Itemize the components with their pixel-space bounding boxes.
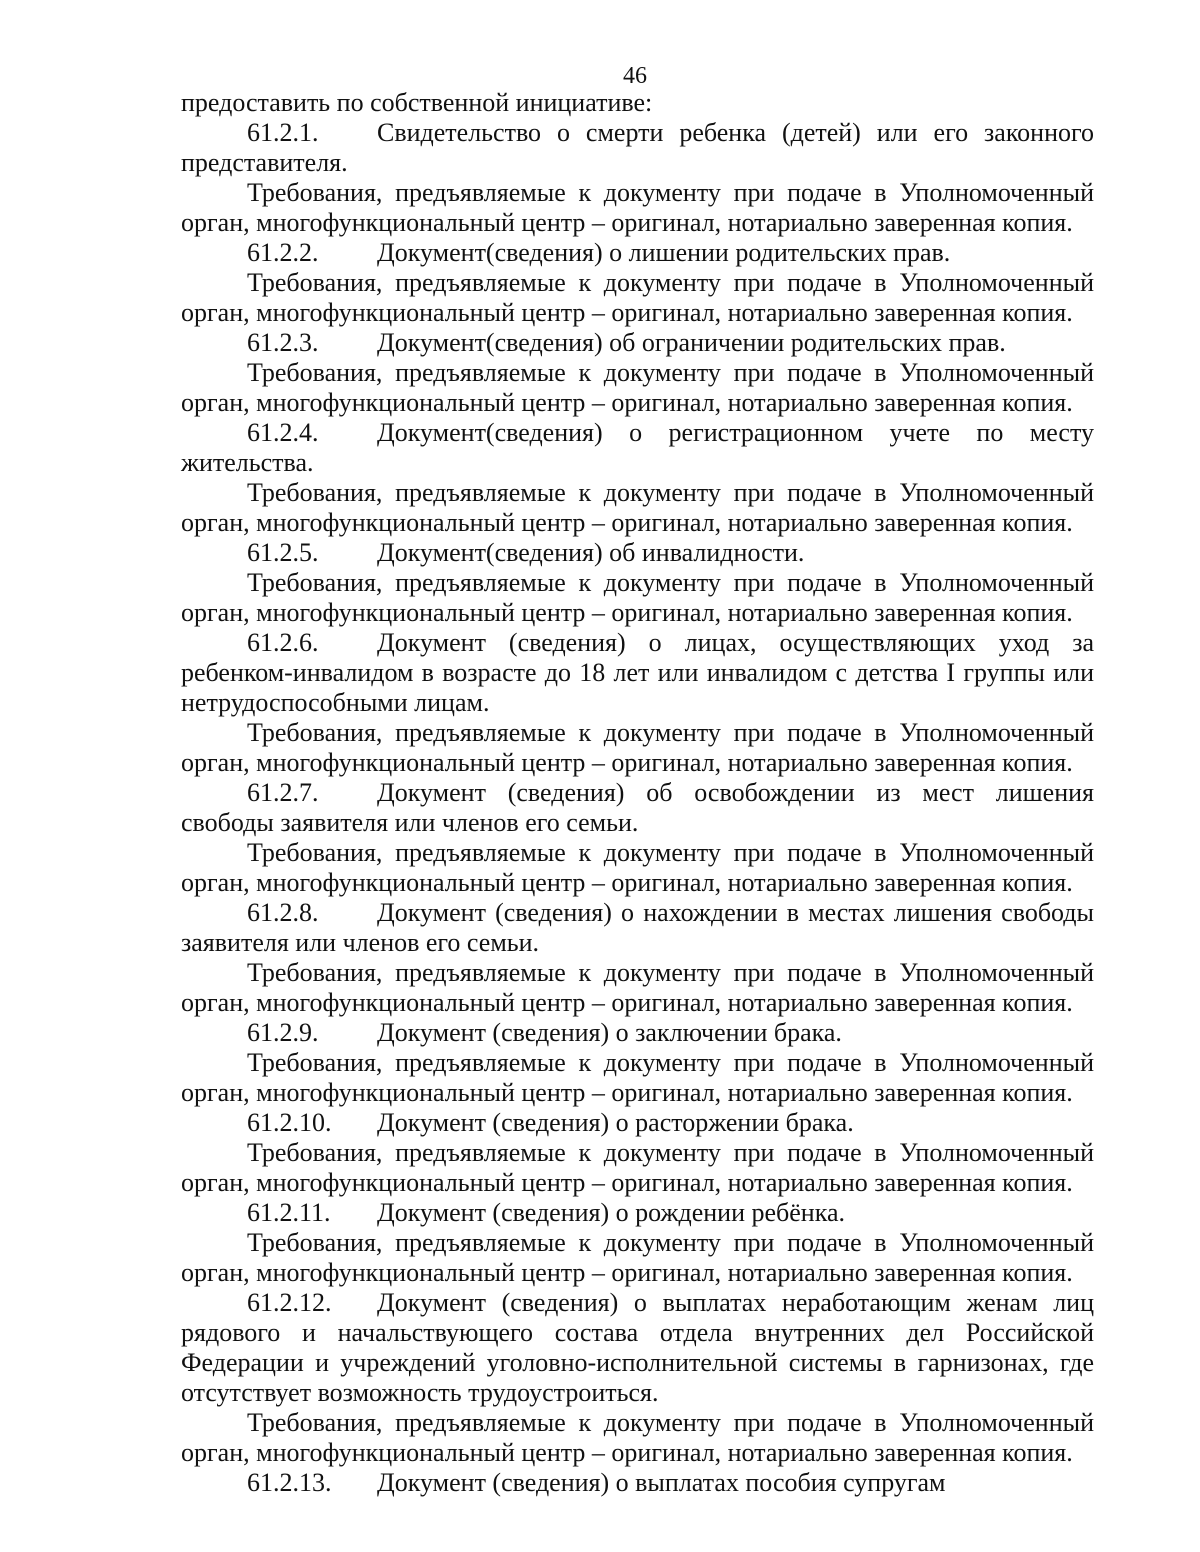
item-number: 61.2.13. [247,1468,332,1497]
list-item [181,118,1094,178]
item-number: 61.2.3. [247,328,319,357]
item-text: Документ(сведения) о лишении родительских прав. [377,238,951,267]
item-text: Документ (сведения) о рождении ребёнка. [377,1198,845,1227]
item-number: 61.2.10. [247,1108,332,1137]
requirement-paragraph: Требования, предъявляемые к документу при подаче в Уполномоченный орган, многофункциональный центр – оригинал, нотариально заверенная копия. [181,838,1094,897]
requirement-paragraph: Требования, предъявляемые к документу при подаче в Уполномоченный орган, многофункциональный центр – оригинал, нотариально заверенная копия. [181,478,1094,537]
list-item [181,1108,1094,1138]
list-item [181,1018,1094,1048]
item-number: 61.2.2. [247,238,319,267]
item-text: Документ (сведения) о выплатах неработающим женам лиц рядового и начальствующего состава отдела внутренних дел Российской Федерации и учреждений уголовно-исполнительной системы в гарнизонах, где отсутствует возможность трудоустроиться. [181,1288,1094,1407]
item-number: 61.2.9. [247,1018,319,1047]
item-number: 61.2.12. [247,1288,332,1317]
list-item [181,778,1094,838]
list-item [181,1288,1094,1408]
requirement-paragraph: Требования, предъявляемые к документу при подаче в Уполномоченный орган, многофункциональный центр – оригинал, нотариально заверенная копия. [181,1048,1094,1107]
item-text: Документ (сведения) о заключении брака. [377,1018,842,1047]
requirement-paragraph: Требования, предъявляемые к документу при подаче в Уполномоченный орган, многофункциональный центр – оригинал, нотариально заверенная копия. [181,178,1094,237]
item-text: Документ (сведения) о расторжении брака. [377,1108,854,1137]
item-number: 61.2.8. [247,898,319,927]
item-number: 61.2.7. [247,778,319,807]
item-number: 61.2.1. [247,118,319,147]
item-number: 61.2.4. [247,418,319,447]
requirement-paragraph: Требования, предъявляемые к документу при подаче в Уполномоченный орган, многофункциональный центр – оригинал, нотариально заверенная копия. [181,1138,1094,1197]
page-number: 46 [623,63,647,89]
list-item [181,628,1094,718]
item-text: Свидетельство о смерти ребенка (детей) или его законного представителя. [181,118,1094,177]
item-number: 61.2.11. [247,1198,331,1227]
item-text: Документ (сведения) об освобождении из мест лишения свободы заявителя или членов его семьи. [181,778,1094,837]
list-item [181,1198,1094,1228]
item-text: Документ (сведения) о выплатах пособия супругам [377,1468,946,1497]
requirement-paragraph: Требования, предъявляемые к документу при подаче в Уполномоченный орган, многофункциональный центр – оригинал, нотариально заверенная копия. [181,1408,1094,1467]
item-text: Документ(сведения) об ограничении родительских прав. [377,328,1006,357]
list-item [181,418,1094,478]
document-body [181,88,1094,1498]
item-text: Документ (сведения) о лицах, осуществляющих уход за ребенком-инвалидом в возрасте до 18 лет или инвалидом с детства I группы или нетрудоспособными лицам. [181,628,1094,717]
list-item [181,898,1094,958]
list-item [181,1468,1094,1498]
item-number: 61.2.5. [247,538,319,567]
item-number: 61.2.6. [247,628,319,657]
requirement-paragraph: Требования, предъявляемые к документу при подаче в Уполномоченный орган, многофункциональный центр – оригинал, нотариально заверенная копия. [181,1228,1094,1287]
requirement-paragraph: Требования, предъявляемые к документу при подаче в Уполномоченный орган, многофункциональный центр – оригинал, нотариально заверенная копия. [181,268,1094,327]
requirement-paragraph: Требования, предъявляемые к документу при подаче в Уполномоченный орган, многофункциональный центр – оригинал, нотариально заверенная копия. [181,718,1094,777]
requirement-paragraph: Требования, предъявляемые к документу при подаче в Уполномоченный орган, многофункциональный центр – оригинал, нотариально заверенная копия. [181,568,1094,627]
item-text: Документ(сведения) об инвалидности. [377,538,805,567]
requirement-paragraph: Требования, предъявляемые к документу при подаче в Уполномоченный орган, многофункциональный центр – оригинал, нотариально заверенная копия. [181,358,1094,417]
item-text: Документ(сведения) о регистрационном учете по месту жительства. [181,418,1094,477]
list-item [181,328,1094,358]
item-text: Документ (сведения) о нахождении в местах лишения свободы заявителя или членов его семьи. [181,898,1094,957]
list-item [181,238,1094,268]
requirement-paragraph: Требования, предъявляемые к документу при подаче в Уполномоченный орган, многофункциональный центр – оригинал, нотариально заверенная копия. [181,958,1094,1017]
list-item [181,538,1094,568]
intro-line: предоставить по собственной инициативе: [181,88,653,117]
